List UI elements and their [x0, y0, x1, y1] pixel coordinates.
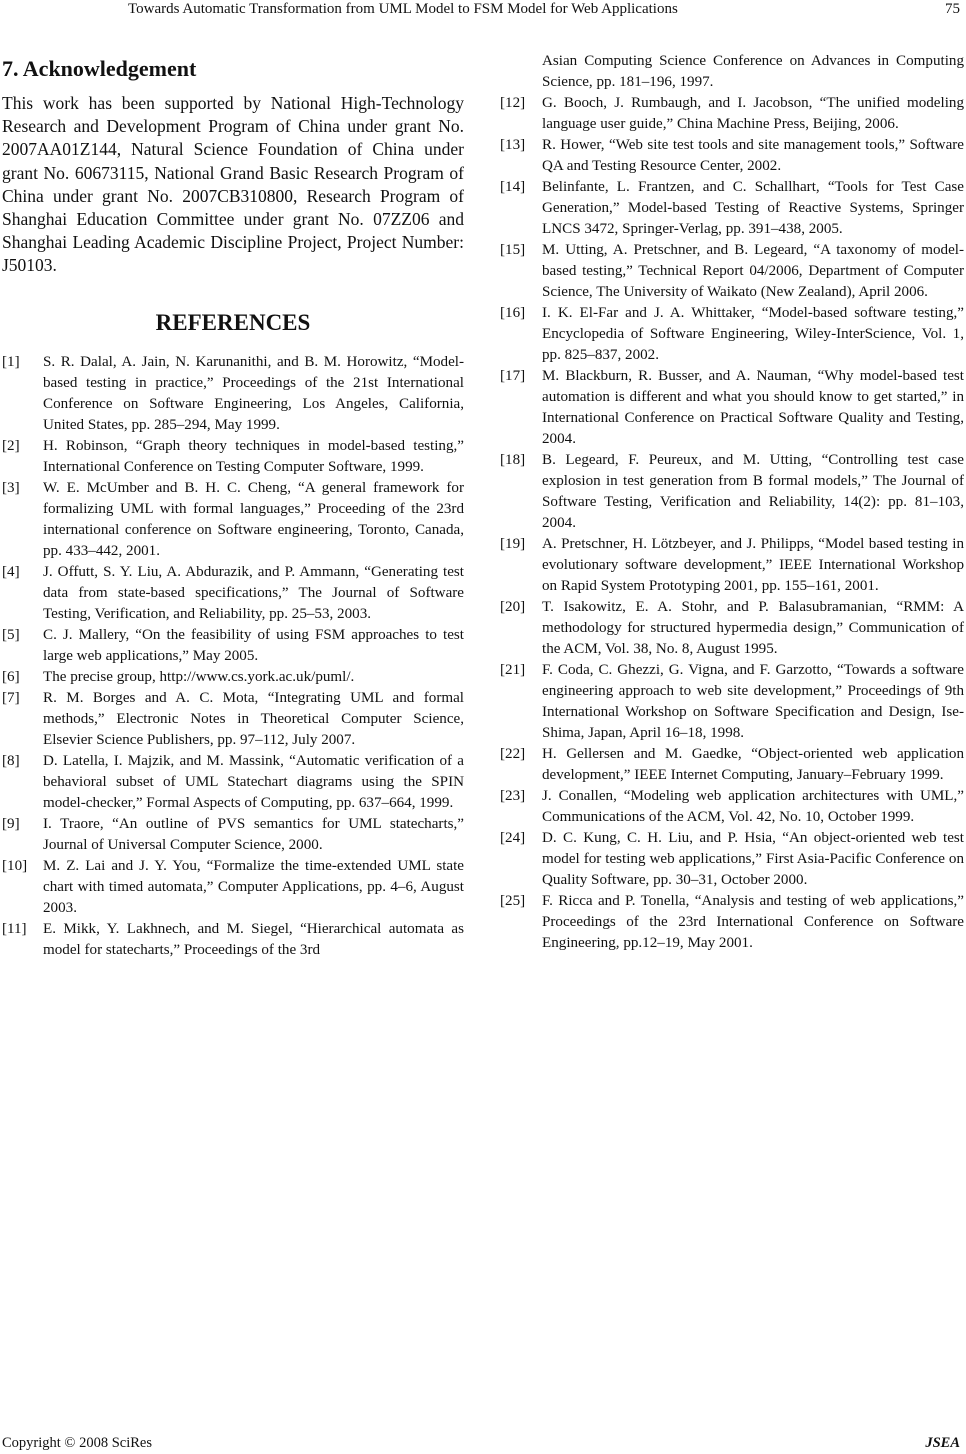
reference-text: D. C. Kung, C. H. Liu, and P. Hsia, “An object-oriented web test model for testing web applications,” First Asia-Pacific Conference on Quality Software, pp. 30–31, October 2000.	[542, 830, 964, 888]
reference-text: I. K. El-Far and J. A. Whittaker, “Model-based software testing,” Encyclopedia of Software Engineering, Wiley-InterScience, Vol. 1, pp. 825–837, 2002.	[542, 305, 964, 363]
reference-number: [12]	[500, 95, 526, 111]
reference-item	[500, 597, 964, 660]
reference-text: S. R. Dalal, A. Jain, N. Karunanithi, and B. M. Horowitz, “Model-based testing in practice,” Proceedings of the 21st International Conference on Software Engineering, Los Angeles, California, United States, pp. 285–294, May 1999.	[43, 353, 464, 433]
reference-text: M. Z. Lai and J. Y. You, “Formalize the time-extended UML state chart with timed automata,” Computer Applications, pp. 4–6, August 2003.	[43, 857, 464, 916]
reference-item	[2, 436, 464, 478]
reference-item	[2, 352, 464, 436]
reference-number: [9]	[2, 815, 20, 832]
reference-text: D. Latella, I. Majzik, and M. Massink, “Automatic verification of a behavioral subset of UML Statechart diagrams using the SPIN model-checker,” Formal Aspects of Computing, pp. 637–664, 1999.	[43, 752, 464, 811]
reference-number: [1]	[2, 353, 20, 370]
reference-item	[500, 891, 964, 954]
reference-number: [17]	[500, 368, 526, 384]
reference-text: J. Offutt, S. Y. Liu, A. Abdurazik, and P. Ammann, “Generating test data from state-based specifications,” The Journal of Software Testing, Verification, and Reliability, pp. 25–53, 2003.	[43, 563, 464, 622]
reference-item	[2, 667, 464, 688]
reference-text: F. Ricca and P. Tonella, “Analysis and testing of web applications,” Proceedings of the 23rd International Conference on Software Engineering, pp.12–19, May 2001.	[542, 893, 964, 951]
acknowledgement-text: This work has been supported by National High-Technology Research and Development Program of China under grant No. 2007AA01Z144, Natural Science Foundation of China under grant No. 60673115, National Grand Basic Research Program of China under grant No. 2007CB310800, Research Program of Shanghai Education Committee under grant No. 07ZZ06 and Shanghai Leading Academic Discipline Project, Project Number: J50103.	[2, 93, 464, 276]
reference-text: C. J. Mallery, “On the feasibility of using FSM approaches to test large web applications,” May 2005.	[43, 626, 464, 664]
running-header	[0, 0, 966, 22]
references-heading: REFERENCES	[155, 309, 311, 335]
reference-list-left	[2, 352, 464, 961]
reference-text: The precise group, http://www.cs.york.ac.uk/puml/.	[43, 668, 355, 685]
reference-number: [10]	[2, 857, 28, 874]
reference-number: [23]	[500, 788, 526, 804]
reference-item	[500, 177, 964, 240]
reference-text: E. Mikk, Y. Lakhnech, and M. Siegel, “Hierarchical automata as model for statecharts,” Proceedings of the 3rd	[43, 920, 464, 958]
reference-item	[500, 744, 964, 786]
reference-number: [8]	[2, 752, 20, 769]
right-column	[500, 51, 964, 954]
reference-item	[500, 660, 964, 744]
reference-text: Belinfante, L. Frantzen, and C. Schallhart, “Tools for Test Case Generation,” Model-based Testing of Reactive Systems, Springer LNCS 3472, Springer-Verlag, pp. 391–438, 2005.	[542, 179, 964, 237]
reference-number: [6]	[2, 668, 20, 685]
reference-list-right	[500, 93, 964, 954]
reference-item	[2, 919, 464, 961]
reference-item	[2, 625, 464, 667]
reference-text: M. Utting, A. Pretschner, and B. Legeard, “A taxonomy of model-based testing,” Technical Report 04/2006, Department of Computer Science, The University of Waikato (New Zealand), April 2006.	[542, 242, 964, 300]
reference-11-continuation: Asian Computing Science Conference on Advances in Computing Science, pp. 181–196, 1997.	[542, 53, 964, 90]
reference-number: [4]	[2, 563, 20, 580]
reference-number: [16]	[500, 305, 526, 321]
reference-number: [25]	[500, 893, 526, 909]
reference-number: [14]	[500, 179, 526, 195]
reference-number: [7]	[2, 689, 20, 706]
reference-item	[500, 93, 964, 135]
reference-number: [3]	[2, 479, 20, 496]
reference-number: [15]	[500, 242, 526, 258]
reference-text: F. Coda, C. Ghezzi, G. Vigna, and F. Garzotto, “Towards a software engineering approach to web site development,” Proceedings of 9th International Workshop on Software Specification and Design, Ise-Shima, Japan, April 16–18, 1998.	[542, 662, 964, 741]
reference-number: [13]	[500, 137, 526, 153]
reference-item	[500, 534, 964, 597]
reference-number: [5]	[2, 626, 20, 643]
reference-item	[2, 478, 464, 562]
reference-item	[2, 688, 464, 751]
page-footer	[0, 1434, 966, 1454]
reference-number: [11]	[2, 920, 27, 937]
reference-item	[2, 751, 464, 814]
reference-text: I. Traore, “An outline of PVS semantics for UML statecharts,” Journal of Universal Computer Science, 2000.	[43, 815, 464, 853]
reference-text: A. Pretschner, H. Lötzbeyer, and J. Philipps, “Model based testing in evolutionary software development,” IEEE International Workshop on Rapid System Prototyping 2001, pp. 155–161, 2001.	[542, 536, 964, 594]
reference-number: [21]	[500, 662, 526, 678]
reference-text: H. Gellersen and M. Gaedke, “Object-oriented web application development,” IEEE Internet Computing, January–February 1999.	[542, 746, 964, 783]
reference-text: R. Hower, “Web site test tools and site management tools,” Software QA and Testing Resource Center, 2002.	[542, 137, 964, 174]
reference-text: R. M. Borges and A. C. Mota, “Integrating UML and formal methods,” Electronic Notes in Theoretical Computer Science, Elsevier Science Publishers, pp. 97–112, July 2007.	[43, 689, 464, 748]
reference-text: T. Isakowitz, E. A. Stohr, and P. Balasubramanian, “RMM: A methodology for structured hypermedia design,” Communication of the ACM, Vol. 38, No. 8, August 1995.	[542, 599, 964, 657]
copyright-notice: Copyright © 2008 SciRes	[2, 1435, 152, 1451]
reference-item	[2, 562, 464, 625]
reference-number: [22]	[500, 746, 526, 762]
reference-text: M. Blackburn, R. Busser, and A. Nauman, “Why model-based test automation is different and what you should know to get started,” in International Conference on Practical Software Quality and Testing, 2004.	[542, 368, 964, 447]
running-title: Towards Automatic Transformation from UML Model to FSM Model for Web Applications	[128, 1, 678, 17]
reference-number: [19]	[500, 536, 526, 552]
reference-number: [18]	[500, 452, 526, 468]
reference-number: [20]	[500, 599, 526, 615]
reference-item	[500, 240, 964, 303]
reference-number: [24]	[500, 830, 526, 846]
page-number: 75	[945, 1, 960, 17]
reference-item	[2, 814, 464, 856]
reference-item	[500, 828, 964, 891]
reference-text: W. E. McUmber and B. H. C. Cheng, “A general framework for formalizing UML with formal languages,” Proceeding of the 23rd international conference on Software engineering, Toronto, Canada, pp. 433–442, 2001.	[43, 479, 464, 559]
reference-number: [2]	[2, 437, 20, 454]
reference-item	[2, 856, 464, 919]
reference-item	[500, 786, 964, 828]
reference-text: B. Legeard, F. Peureux, and M. Utting, “Controlling test case explosion in test generation from B formal models,” The Journal of Software Testing, Verification and Reliability, 14(2): pp. 81–103, 2004.	[542, 452, 964, 531]
reference-text: J. Conallen, “Modeling web application architectures with UML,” Communications of the ACM, Vol. 42, No. 10, October 1999.	[542, 788, 964, 825]
reference-item	[500, 135, 964, 177]
reference-item	[500, 303, 964, 366]
reference-text: H. Robinson, “Graph theory techniques in model-based testing,” International Conference on Testing Computer Software, 1999.	[43, 437, 464, 475]
journal-tag: JSEA	[925, 1435, 960, 1451]
acknowledgement-title: 7. Acknowledgement	[2, 56, 197, 81]
left-column	[2, 55, 464, 961]
reference-text: G. Booch, J. Rumbaugh, and I. Jacobson, “The unified modeling language user guide,” China Machine Press, Beijing, 2006.	[542, 95, 964, 132]
reference-item	[500, 450, 964, 534]
reference-item	[500, 366, 964, 450]
